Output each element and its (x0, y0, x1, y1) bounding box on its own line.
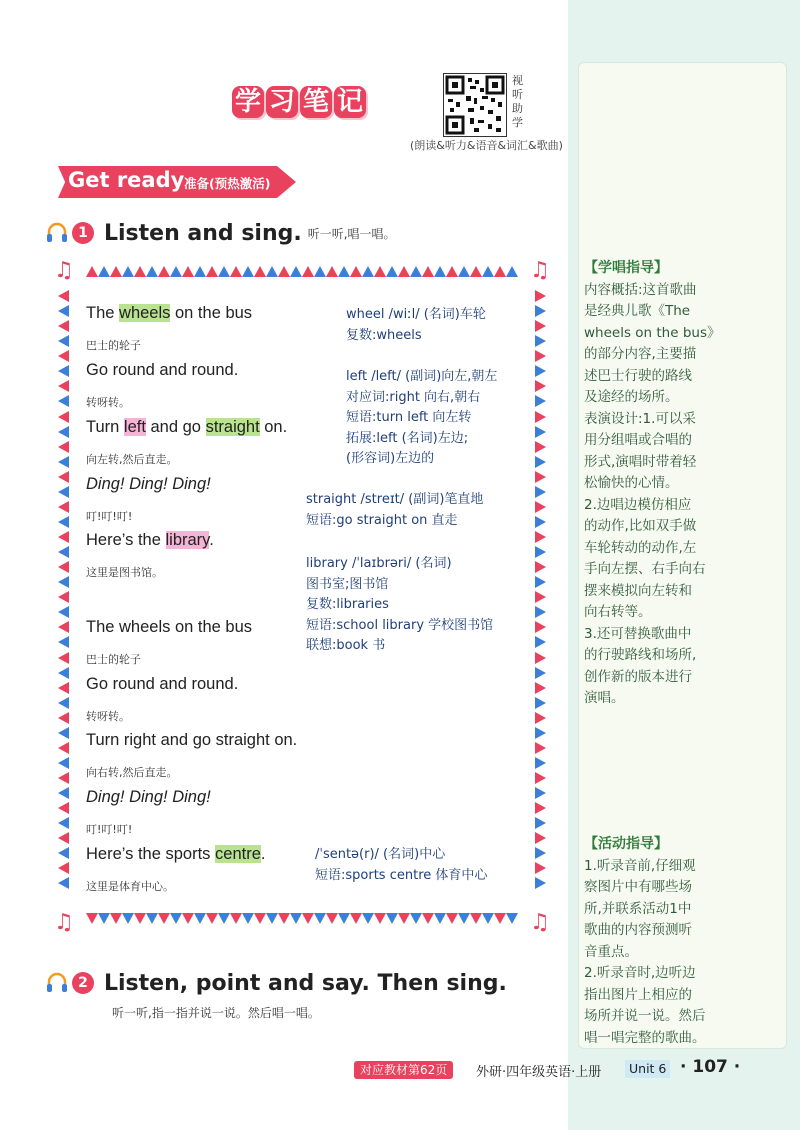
lyric-translation: 巴士的轮子 (86, 653, 141, 666)
border-triangle (535, 697, 546, 709)
border-triangle (535, 516, 546, 528)
border-triangle (535, 501, 546, 513)
vocab-line: 对应词:right 向右,朝右 (346, 389, 481, 405)
book-title: 外研·四年级英语·上册 (476, 1065, 602, 1080)
highlighted-word: library (165, 531, 210, 549)
lyric-line (86, 845, 265, 864)
border-triangle (266, 913, 278, 924)
border-triangle (535, 441, 546, 453)
sing-guide-line: 摆来模拟向左转和 (584, 582, 692, 599)
border-triangle (535, 395, 546, 407)
border-triangle (535, 456, 546, 468)
border-triangle (362, 266, 374, 277)
border-triangle (535, 636, 546, 648)
border-triangle (535, 606, 546, 618)
border-triangle (230, 913, 242, 924)
border-triangle (58, 667, 69, 679)
sing-guide-line: 内容概括:这首歌曲 (584, 281, 697, 298)
lyric-line (86, 475, 211, 494)
sing-guide-body (584, 280, 721, 710)
border-triangle (535, 471, 546, 483)
lyric-translation: 叮!叮!叮! (86, 823, 133, 836)
border-triangle (338, 913, 350, 924)
section-title-en: Listen and sing. (104, 220, 302, 246)
border-triangle (182, 266, 194, 277)
lyric-line (86, 618, 252, 637)
border-triangle (58, 652, 69, 664)
lyric-translation: 这里是体育中心。 (86, 880, 174, 893)
border-triangle (146, 266, 158, 277)
border-triangle (110, 266, 122, 277)
border-triangle (350, 266, 362, 277)
border-triangle (326, 913, 338, 924)
lyric-line (86, 531, 214, 550)
vocab-note (306, 554, 493, 657)
border-triangle (58, 636, 69, 648)
lyric-line (86, 361, 238, 380)
border-triangle (494, 913, 506, 924)
border-triangle (58, 727, 69, 739)
border-triangle (535, 742, 546, 754)
border-triangle (535, 486, 546, 498)
lyric-text: Ding! Ding! Ding! (86, 788, 211, 806)
border-triangle (302, 913, 314, 924)
qr-caption: (朗读&听力&语音&词汇&歌曲) (410, 139, 563, 152)
vocab-note (346, 367, 497, 470)
border-triangle (58, 411, 69, 423)
border-left (58, 290, 70, 890)
border-triangle (470, 913, 482, 924)
banner-title-zh: 准备(预热激活) (184, 176, 271, 191)
border-triangle (206, 266, 218, 277)
border-triangle (290, 266, 302, 277)
sing-guide-line: 松愉快的心情。 (584, 475, 679, 491)
border-triangle (194, 913, 206, 924)
section-title-en: Listen, point and say. Then sing. (104, 970, 507, 996)
border-triangle (535, 335, 546, 347)
border-triangle (535, 290, 546, 302)
section-2-instruction: 听一听,指一指并说一说。然后唱一唱。 (112, 1006, 320, 1020)
activity-guide-line: 唱一唱完整的歌曲。 (584, 1029, 706, 1046)
border-triangle (58, 712, 69, 724)
music-note-icon: ♫ (54, 258, 74, 283)
border-triangle (350, 913, 362, 924)
border-triangle (535, 426, 546, 438)
border-triangle (535, 787, 546, 799)
sing-guide-line: 形式,演唱时带着轻 (584, 453, 697, 470)
music-note-icon: ♫ (54, 910, 74, 935)
activity-guide-line: 2.听录音时,边听边 (584, 965, 696, 981)
border-triangle (58, 531, 69, 543)
border-triangle (535, 847, 546, 859)
lyric-text: The wheels on the bus (86, 618, 253, 636)
vocab-line: library /ˈlaɪbrəri/ (名词) (306, 556, 452, 571)
border-triangle (535, 862, 546, 874)
border-triangle (535, 727, 546, 739)
border-triangle (242, 913, 254, 924)
sing-guide-line: 演唱。 (584, 690, 625, 706)
page-title (232, 86, 368, 118)
border-triangle (266, 266, 278, 277)
border-triangle (182, 913, 194, 924)
border-triangle (58, 832, 69, 844)
vocab-note (346, 305, 486, 346)
border-triangle (482, 913, 494, 924)
border-triangle (302, 266, 314, 277)
border-triangle (535, 817, 546, 829)
music-note-icon: ♫ (530, 258, 550, 283)
border-triangle (58, 802, 69, 814)
border-triangle (58, 335, 69, 347)
border-triangle (535, 350, 546, 362)
section-number: 1 (72, 222, 94, 244)
lyric-line (86, 731, 297, 750)
sing-guide-line: 的部分内容,主要描 (584, 346, 697, 362)
border-triangle (58, 772, 69, 784)
title-char: 笔 (300, 86, 332, 118)
border-triangle (398, 266, 410, 277)
border-triangle (58, 426, 69, 438)
border-triangle (58, 682, 69, 694)
border-triangle (254, 913, 266, 924)
sing-guide-line: 表演设计:1.可以采 (584, 410, 696, 427)
vocab-note (315, 845, 487, 886)
unit-label: Unit 6 (625, 1060, 670, 1078)
lyric-translation: 这里是图书馆。 (86, 566, 163, 579)
border-triangle (98, 266, 110, 277)
border-triangle (58, 395, 69, 407)
vocab-line: /ˈsentə(r)/ (名词)中心 (315, 847, 446, 862)
border-triangle (158, 266, 170, 277)
sing-guide-line: 用分组唱或合唱的 (584, 432, 692, 448)
qr-code-icon (444, 74, 506, 136)
vocab-line: 短语:go straight on 直走 (306, 512, 458, 528)
border-triangle (58, 290, 69, 302)
title-char: 记 (334, 86, 366, 118)
lyric-text: Turn (86, 418, 124, 436)
border-triangle (58, 621, 69, 633)
border-triangle (194, 266, 206, 277)
border-triangle (535, 591, 546, 603)
textbook-page-badge: 对应教材第62页 (354, 1061, 453, 1079)
border-triangle (146, 913, 158, 924)
border-bottom (86, 913, 516, 927)
border-triangle (58, 606, 69, 618)
lyric-translation: 转呀转。 (86, 396, 130, 409)
border-triangle (218, 266, 230, 277)
border-triangle (446, 913, 458, 924)
lyric-text: on. (259, 418, 288, 436)
activity-guide-heading: 【活动指导】 (584, 836, 668, 852)
border-triangle (535, 531, 546, 543)
border-triangle (535, 621, 546, 633)
lyric-text: Ding! Ding! Ding! (86, 475, 211, 493)
border-triangle (535, 877, 546, 889)
sing-guide (584, 258, 721, 710)
border-triangle (86, 913, 98, 924)
border-triangle (535, 802, 546, 814)
headphones-icon[interactable] (46, 972, 68, 994)
border-triangle (158, 913, 170, 924)
border-triangle (58, 441, 69, 453)
vocab-line: left /left/ (副词)向左,朝左 (346, 369, 498, 384)
sing-guide-line: 车轮转动的动作,左 (584, 539, 697, 556)
border-triangle (338, 266, 350, 277)
border-triangle (362, 913, 374, 924)
activity-guide-body (584, 856, 718, 1050)
border-triangle (482, 266, 494, 277)
sing-guide-line: 向右转等。 (584, 604, 652, 620)
vocab-line: 拓展:left (名词)左边; (346, 430, 469, 446)
border-triangle (458, 913, 470, 924)
border-triangle (206, 913, 218, 924)
border-triangle (535, 320, 546, 332)
music-note-icon: ♫ (530, 910, 550, 935)
border-triangle (58, 456, 69, 468)
lyric-text: . (209, 531, 214, 549)
border-triangle (535, 365, 546, 377)
lyric-text: and go (145, 418, 206, 436)
sing-guide-heading: 【学唱指导】 (584, 260, 668, 276)
activity-guide-line: 歌曲的内容预测听 (584, 922, 692, 938)
vocab-line: straight /streɪt/ (副词)笔直地 (306, 492, 484, 507)
title-char: 学 (232, 86, 264, 118)
border-triangle (230, 266, 242, 277)
vocab-line: 短语:turn left 向左转 (346, 410, 472, 425)
border-triangle (458, 266, 470, 277)
activity-guide-line: 所,并联系活动1中 (584, 900, 692, 917)
border-triangle (58, 320, 69, 332)
border-triangle (170, 266, 182, 277)
lyric-text: The (86, 304, 120, 322)
border-triangle (58, 817, 69, 829)
lyric-translation: 转呀转。 (86, 710, 130, 723)
border-triangle (410, 266, 422, 277)
activity-guide-line: 场所并说一说。然后 (584, 1008, 706, 1024)
vocab-note (306, 490, 483, 531)
lyric-text: Go round and round. (86, 675, 239, 693)
border-triangle (422, 913, 434, 924)
vocab-line: 复数:wheels (346, 327, 422, 343)
border-triangle (58, 501, 69, 513)
border-triangle (58, 757, 69, 769)
border-triangle (290, 913, 302, 924)
border-triangle (434, 266, 446, 277)
lyric-text: Here’s the sports (86, 845, 216, 863)
border-triangle (58, 486, 69, 498)
border-triangle (110, 913, 122, 924)
border-triangle (326, 266, 338, 277)
section-2-heading (46, 970, 507, 996)
activity-guide-line: 音重点。 (584, 943, 638, 960)
highlighted-word: straight (205, 418, 260, 436)
lyric-line (86, 675, 238, 694)
vocab-line: wheel /wiːl/ (名词)车轮 (346, 307, 486, 322)
border-triangle (410, 913, 422, 924)
qr-code[interactable] (443, 73, 507, 137)
border-triangle (386, 266, 398, 277)
sing-guide-line: 述巴士行驶的路线 (584, 367, 692, 384)
lyric-translation: 叮!叮!叮! (86, 510, 133, 523)
border-triangle (134, 266, 146, 277)
banner-title-en: Get ready (68, 168, 185, 192)
highlighted-word: wheels (119, 304, 171, 322)
sing-guide-line: 的动作,比如双手做 (584, 518, 697, 534)
border-triangle (422, 266, 434, 277)
activity-guide-line: 指出图片上相应的 (584, 986, 692, 1003)
border-triangle (254, 266, 266, 277)
border-triangle (374, 266, 386, 277)
border-triangle (242, 266, 254, 277)
border-triangle (58, 697, 69, 709)
border-triangle (58, 350, 69, 362)
border-triangle (535, 561, 546, 573)
border-top (86, 266, 516, 280)
vocab-line: 图书室;图书馆 (306, 576, 389, 592)
border-triangle (506, 913, 518, 924)
lyric-text: . (260, 845, 266, 863)
sing-guide-line: 手向左摆、右手向右 (584, 561, 706, 577)
border-triangle (170, 913, 182, 924)
border-right (535, 290, 547, 890)
border-triangle (535, 832, 546, 844)
border-triangle (398, 913, 410, 924)
border-triangle (58, 862, 69, 874)
border-triangle (535, 757, 546, 769)
border-triangle (58, 591, 69, 603)
border-triangle (58, 305, 69, 317)
border-triangle (278, 266, 290, 277)
qr-label: 视听助学 (512, 74, 523, 129)
border-triangle (535, 667, 546, 679)
vocab-line: 联想:book 书 (306, 638, 386, 653)
sing-guide-line: 2.边唱边模仿相应 (584, 496, 692, 513)
border-triangle (506, 266, 518, 277)
section-number: 2 (72, 972, 94, 994)
border-triangle (218, 913, 230, 924)
lyric-text: Here’s the (86, 531, 166, 549)
border-triangle (122, 266, 134, 277)
border-triangle (98, 913, 110, 924)
border-triangle (446, 266, 458, 277)
border-triangle (535, 712, 546, 724)
lyric-line (86, 304, 252, 323)
lyric-text: Go round and round. (86, 361, 239, 379)
border-triangle (535, 682, 546, 694)
activity-guide-line: 察图片中有哪些场 (584, 879, 692, 895)
border-triangle (58, 546, 69, 558)
section-1-heading (46, 220, 396, 246)
highlighted-word: left (123, 418, 146, 436)
border-triangle (314, 266, 326, 277)
border-triangle (122, 913, 134, 924)
highlighted-word: centre (215, 845, 261, 863)
border-triangle (434, 913, 446, 924)
lyric-line (86, 788, 211, 807)
border-triangle (470, 266, 482, 277)
vocab-line: 短语:school library 学校图书馆 (306, 617, 494, 633)
border-triangle (58, 561, 69, 573)
border-triangle (535, 380, 546, 392)
border-triangle (314, 913, 326, 924)
border-triangle (58, 380, 69, 392)
border-triangle (58, 742, 69, 754)
border-triangle (535, 772, 546, 784)
section-title-zh: 听一听,唱一唱。 (307, 226, 396, 241)
border-triangle (58, 877, 69, 889)
headphones-icon[interactable] (46, 222, 68, 244)
vocab-line: 短语:sports centre 体育中心 (315, 867, 488, 883)
page-number: · 107 · (680, 1057, 741, 1077)
lyric-line (86, 418, 287, 437)
sing-guide-line: 的行驶路线和场所, (584, 647, 697, 663)
border-triangle (58, 365, 69, 377)
border-triangle (535, 305, 546, 317)
sing-guide-line: 3.还可替换歌曲中 (584, 625, 692, 642)
border-triangle (535, 652, 546, 664)
lyric-text: Turn right and go straight on. (86, 731, 298, 749)
vocab-line: 复数:libraries (306, 597, 389, 612)
vocab-line: (形容词)左边的 (346, 451, 435, 466)
border-triangle (535, 576, 546, 588)
border-triangle (58, 847, 69, 859)
title-char: 习 (266, 86, 298, 118)
border-triangle (374, 913, 386, 924)
border-triangle (134, 913, 146, 924)
border-triangle (58, 471, 69, 483)
lyric-translation: 向右转,然后直走。 (86, 766, 178, 779)
lyric-text: on the bus (170, 304, 253, 322)
border-triangle (494, 266, 506, 277)
sing-guide-line: 是经典儿歌《The (584, 303, 691, 319)
border-triangle (58, 516, 69, 528)
activity-guide (584, 834, 718, 1049)
border-triangle (278, 913, 290, 924)
border-triangle (535, 411, 546, 423)
border-triangle (386, 913, 398, 924)
sing-guide-line: 创作新的版本进行 (584, 668, 692, 685)
sing-guide-line: wheels on the bus》 (584, 324, 721, 341)
activity-guide-line: 1.听录音前,仔细观 (584, 857, 696, 874)
border-triangle (86, 266, 98, 277)
lyric-translation: 巴士的轮子 (86, 339, 141, 352)
border-triangle (58, 576, 69, 588)
sing-guide-line: 及途经的场所。 (584, 389, 679, 405)
lyric-translation: 向左转,然后直走。 (86, 453, 178, 466)
border-triangle (58, 787, 69, 799)
border-triangle (535, 546, 546, 558)
